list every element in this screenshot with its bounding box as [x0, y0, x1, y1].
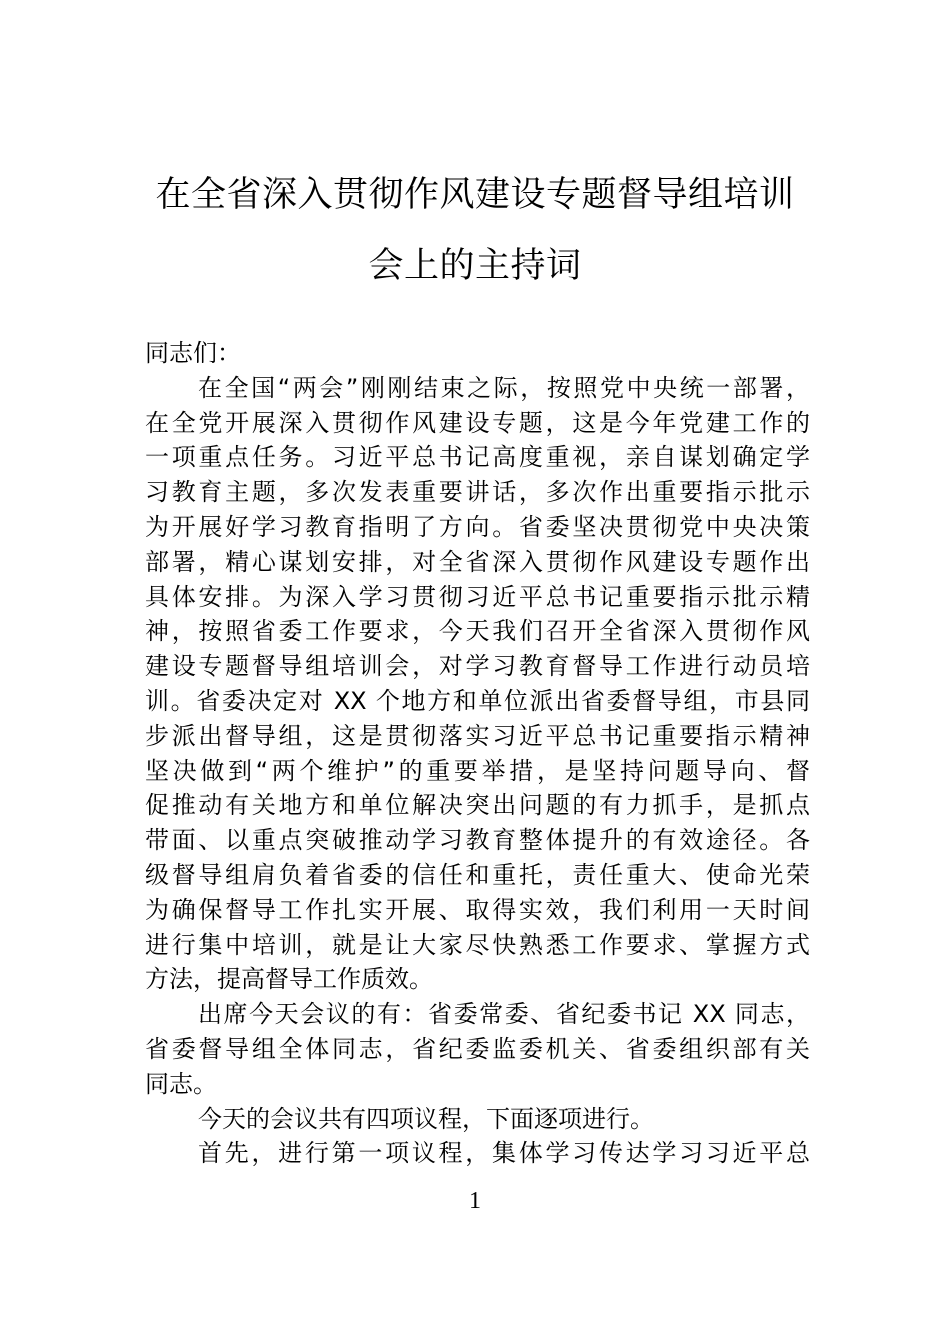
paragraph-line: 首先，进行第一项议程，集体学习传达学习习近平总 [198, 1139, 810, 1168]
paragraph-1 [145, 371, 810, 997]
paragraph-line: 在全国“两会”刚刚结束之际，按照党中央统一部署， [198, 373, 810, 402]
paragraph-line: 为开展好学习教育指明了方向。省委坚决贯彻党中央决策 [145, 512, 810, 541]
paragraph-line: 方法，提高督导工作质效。 [145, 965, 433, 994]
paragraph-line: 为确保督导工作扎实开展、取得实效，我们利用一天时间 [145, 895, 810, 924]
paragraph-line: 出席今天会议的有：省委常委、省纪委书记 XX 同志， [198, 1000, 810, 1029]
document-title-line-2: 会上的主持词 [368, 246, 582, 286]
paragraph-line: 促推动有关地方和单位解决突出问题的有力抓手，是抓点 [145, 791, 810, 820]
paragraph-line: 部署，精心谋划安排，对全省深入贯彻作风建设专题作出 [145, 547, 810, 576]
paragraph-line: 具体安排。为深入学习贯彻习近平总书记重要指示批示精 [145, 582, 810, 611]
paragraph-line: 在全党开展深入贯彻作风建设专题，这是今年党建工作的 [145, 408, 810, 437]
paragraph-line: 同志。 [145, 1069, 217, 1098]
paragraph-line: 训。省委决定对 XX 个地方和单位派出省委督导组，市县同 [145, 686, 810, 715]
salutation: 同志们： [145, 339, 241, 367]
paragraph-4 [145, 1136, 810, 1171]
paragraph-line: 一项重点任务。习近平总书记高度重视，亲自谋划确定学 [145, 443, 810, 472]
paragraph-line: 级督导组肩负着省委的信任和重托，责任重大、使命光荣 [145, 860, 810, 889]
paragraph-line: 神，按照省委工作要求，今天我们召开全省深入贯彻作风 [145, 617, 810, 646]
document-body [145, 336, 810, 1171]
paragraph-line: 省委督导组全体同志，省纪委监委机关、省委组织部有关 [145, 1034, 810, 1063]
paragraph-line: 今天的会议共有四项议程，下面逐项进行。 [198, 1104, 654, 1133]
paragraph-line: 坚决做到“两个维护”的重要举措，是坚持问题导向、督 [145, 756, 810, 785]
document-title-line-1: 在全省深入贯彻作风建设专题督导组培训 [155, 175, 795, 215]
paragraph-3 [145, 1102, 810, 1137]
paragraph-line: 习教育主题，多次发表重要讲话，多次作出重要指示批示 [145, 478, 810, 507]
paragraph-line: 建设专题督导组培训会，对学习教育督导工作进行动员培 [145, 652, 810, 681]
paragraph-2 [145, 997, 810, 1101]
page-number: 1 [469, 1188, 481, 1214]
paragraph-line: 步派出督导组，这是贯彻落实习近平总书记重要指示精神 [145, 721, 810, 750]
paragraph-line: 进行集中培训，就是让大家尽快熟悉工作要求、掌握方式 [145, 930, 810, 959]
paragraph-line: 带面、以重点突破推动学习教育整体提升的有效途径。各 [145, 826, 810, 855]
